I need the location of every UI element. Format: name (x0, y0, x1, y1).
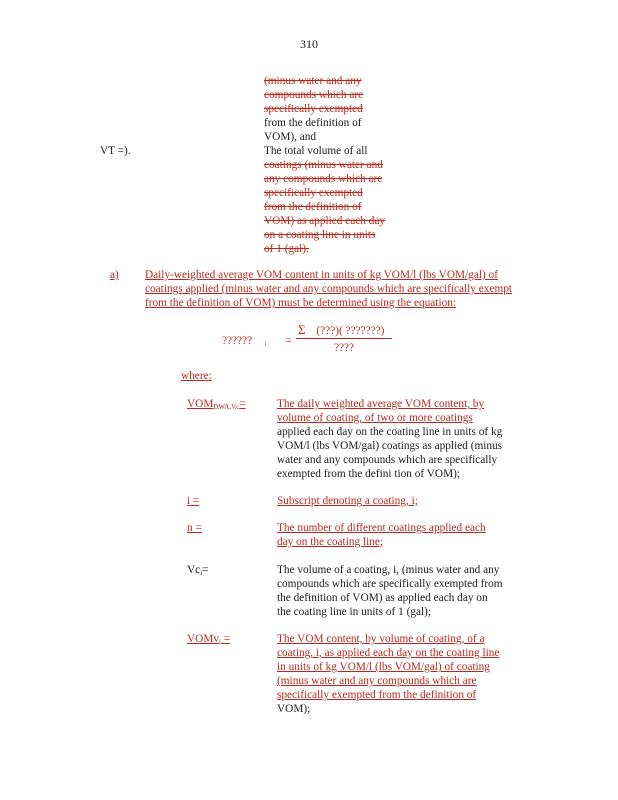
equation-denominator: ???? (334, 342, 355, 354)
text-line: specifically exempted (264, 103, 363, 115)
definition-term (187, 632, 230, 647)
text-line: volume of coating, of two or more coatings (277, 412, 473, 424)
text-line: The daily weighted average VOM content, by (277, 398, 485, 410)
text-line: the coating line in units of 1 (gal); (277, 606, 432, 618)
text-line: on a coating line in units (264, 229, 376, 241)
text-line: specifically exempted (264, 187, 363, 199)
text-line: from the definition of (264, 117, 362, 129)
definition-text (277, 632, 499, 716)
term-suffix: = (202, 564, 209, 576)
text-line: applied each day on the coating line in units of kg (277, 426, 503, 438)
equation-equals: = (285, 335, 292, 347)
equation-numerator: (???)( ???????) (316, 325, 385, 337)
where-label: where: (181, 370, 212, 382)
fraction-bar (296, 338, 392, 339)
term-text: VOMv (187, 633, 220, 645)
text-line: compounds which are specifically exempted from (277, 578, 503, 590)
text-line: in units of kg VOM/l (lbs VOM/gal) of coating (277, 661, 490, 673)
sigma-symbol: Σ (298, 322, 306, 337)
term-text: Vc (187, 564, 201, 576)
definition-text (277, 563, 503, 619)
top-definition-block (264, 74, 385, 256)
section-a-paragraph (145, 268, 512, 310)
term-subscript: DWA,Vc (213, 403, 240, 411)
text-line: (minus water and any (264, 75, 362, 87)
text-line: Daily-weighted average VOM content in units of kg VOM/l (lbs VOM/gal) of (145, 269, 498, 281)
text-line: the definition of VOM) as applied each day on (277, 592, 488, 604)
text-line: VOM) as applied each day (264, 215, 386, 227)
text-line: any compounds which are (264, 173, 383, 185)
text-line: of 1 (gal). (264, 243, 309, 255)
text-line: The total volume of all (264, 145, 368, 157)
text-line: from the definition of VOM) must be determined using the equation: (145, 297, 457, 309)
text-line: coating, i, as applied each day on the coating line (277, 647, 500, 659)
page-number: 310 (300, 37, 318, 51)
text-line: from the definition of (264, 201, 362, 213)
text-line: The volume of a coating, i, (minus water and any (277, 564, 500, 576)
term-subscript: i (200, 569, 203, 577)
section-label: a) (110, 269, 119, 281)
vt-label: VT =). (100, 145, 131, 157)
definition-term (187, 563, 209, 578)
text-line: water and any compounds which are specifically (277, 454, 498, 466)
text-line: coatings applied (minus water and any compounds which are specifically exempt (145, 283, 513, 295)
text-line: compounds which are (264, 89, 364, 101)
text-line: day on the coating line; (277, 536, 384, 548)
term-suffix: = (220, 633, 231, 645)
definition-text (277, 521, 486, 549)
text-line: coatings (minus water and (264, 159, 383, 171)
text-line: VOM); (277, 703, 311, 715)
text-line: VOM/l (lbs VOM/gal) coatings as applied (minus (277, 440, 503, 452)
definition-term: n = (187, 522, 202, 534)
text-line: VOM), and (264, 131, 317, 143)
term-subscript: i (219, 638, 221, 646)
text-line: (minus water and any compounds which are (277, 675, 477, 687)
text-line: Subscript denoting a coating, i; (277, 495, 418, 507)
term-suffix: = (239, 398, 246, 410)
equation-lhs-subscript: i (264, 342, 267, 348)
definition-text (277, 397, 502, 481)
definition-text (277, 494, 418, 508)
text-line: exempted from the defini tion of VOM); (277, 468, 461, 480)
text-line: specifically exempted from the definition of (277, 689, 477, 701)
definition-term (187, 397, 246, 412)
term-text: VOM (187, 398, 214, 410)
definition-term: i = (187, 495, 200, 507)
text-line: The number of different coatings applied each (277, 522, 486, 534)
equation-lhs: ?????? (222, 335, 253, 347)
text-line: The VOM content, by volume of coating, of a (277, 633, 485, 645)
